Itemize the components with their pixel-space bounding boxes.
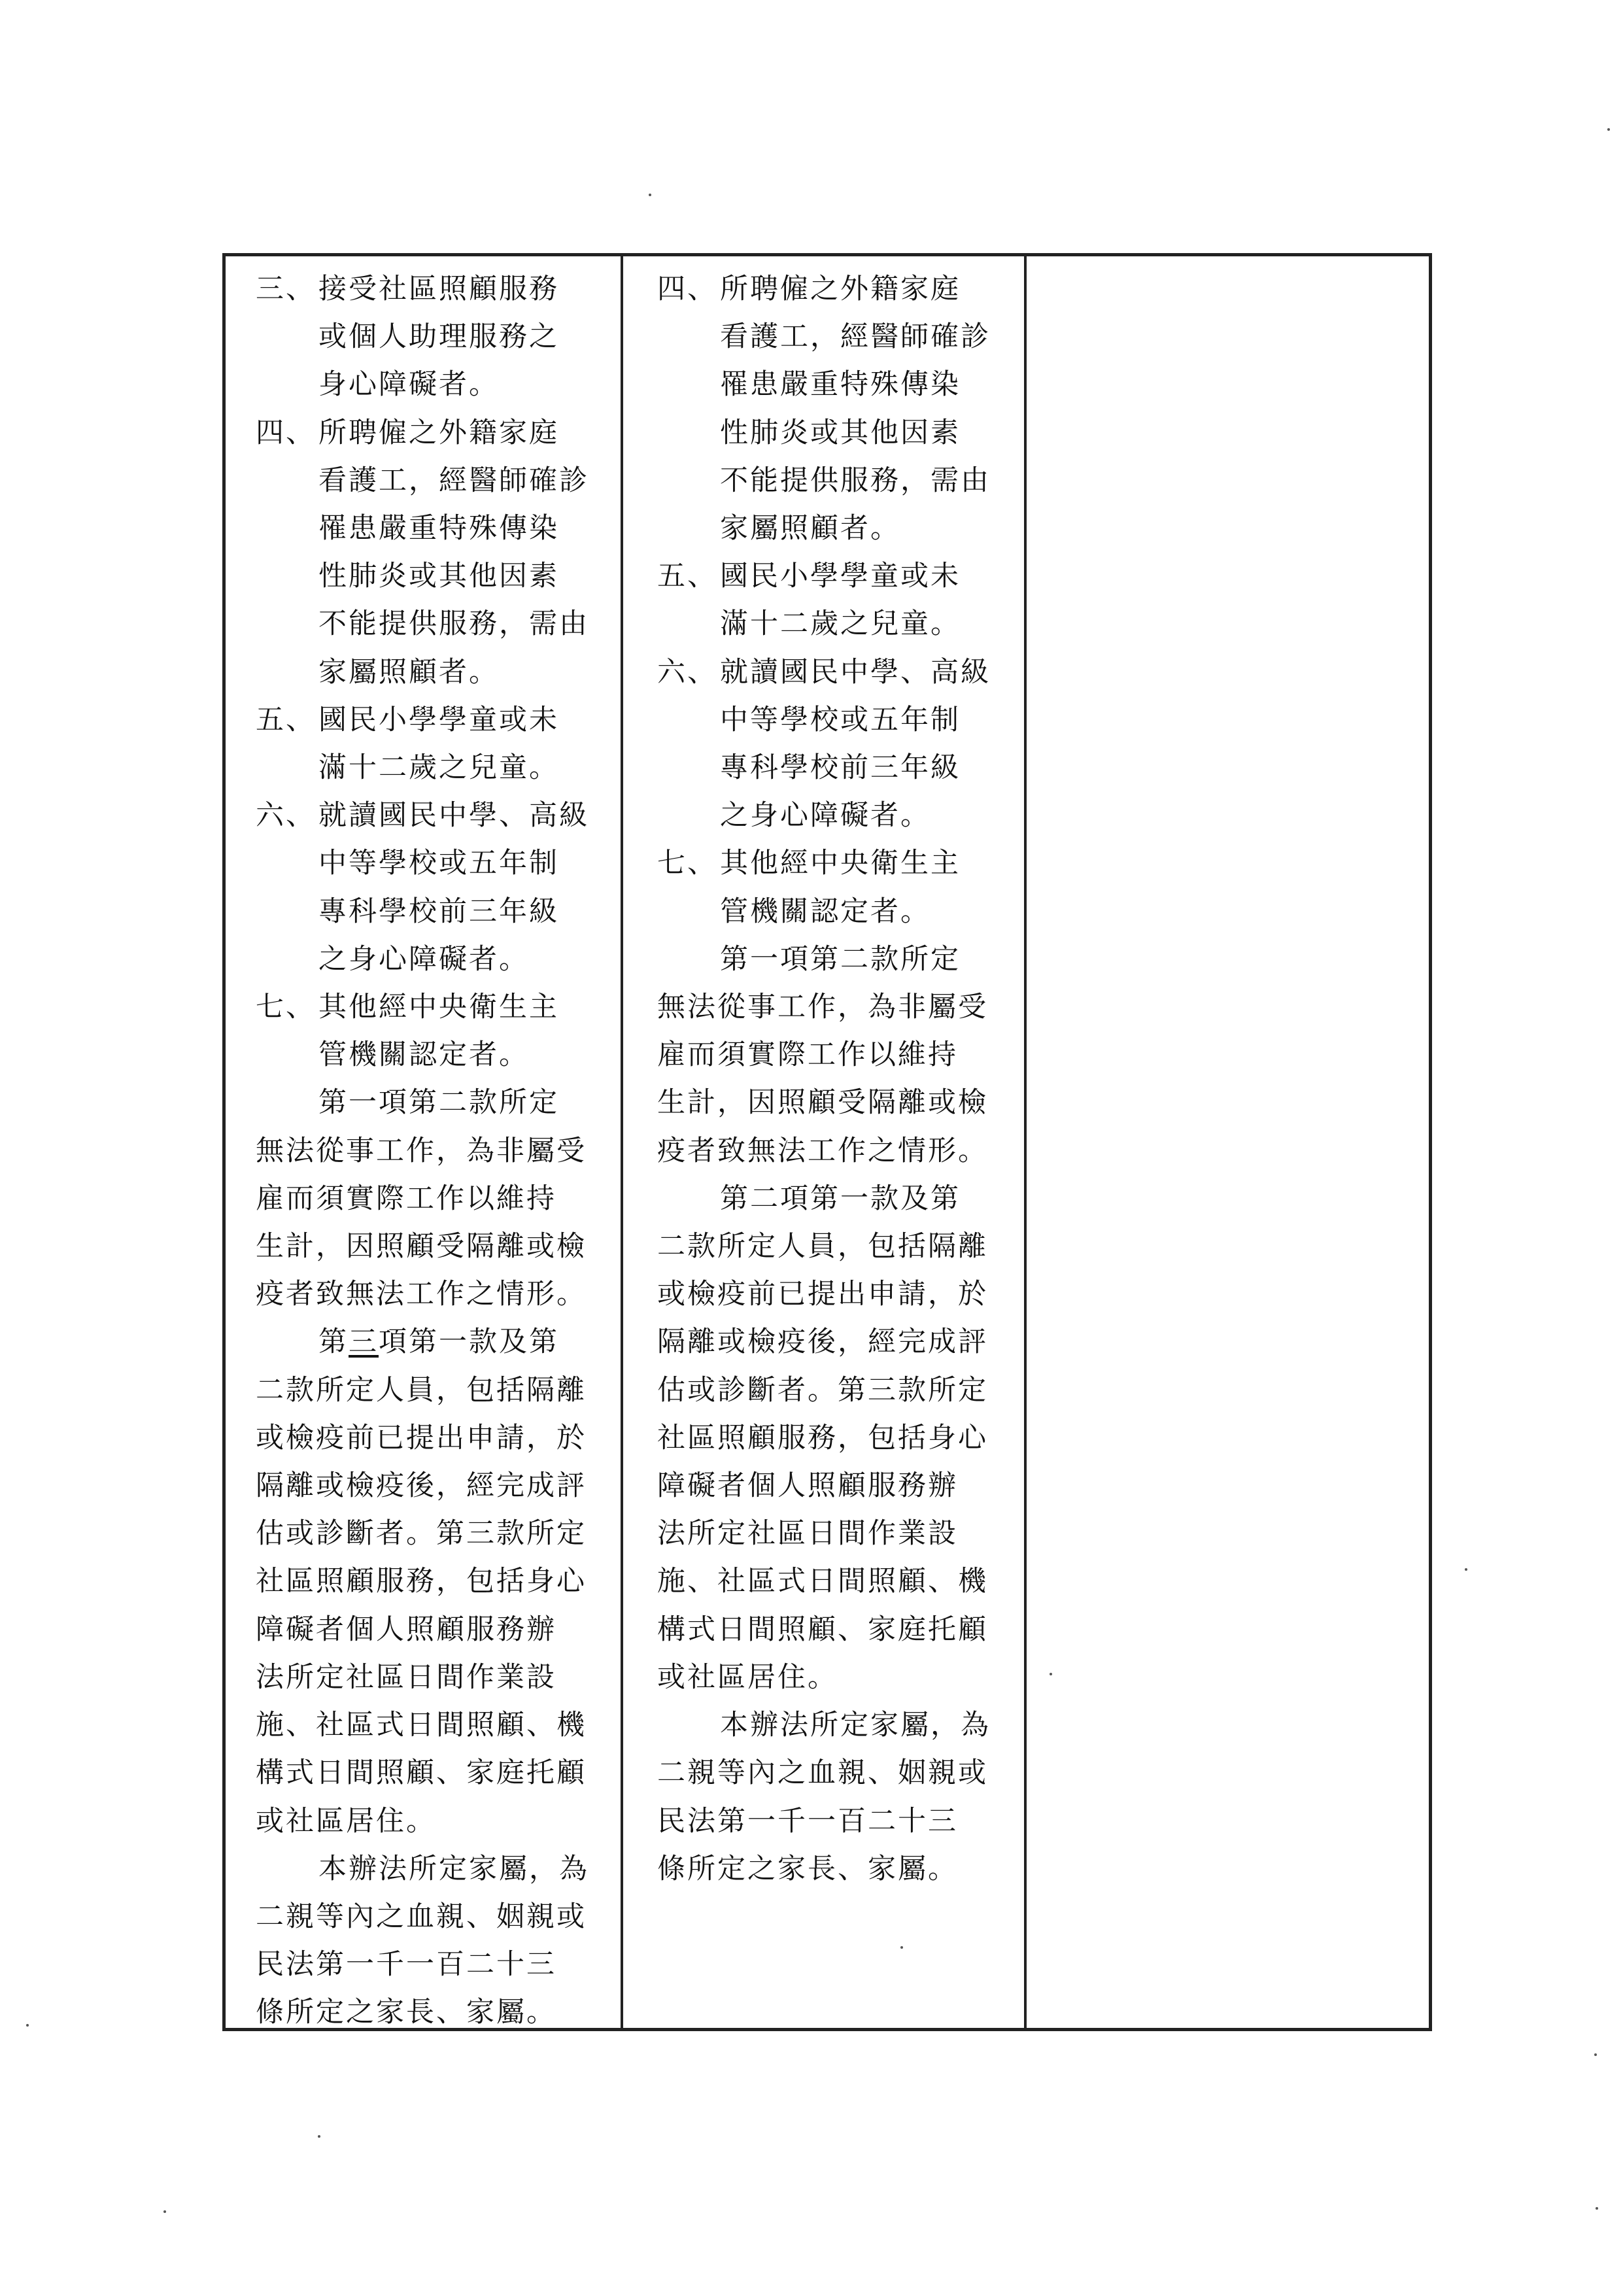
paragraph-text: 項第一款及第: [379, 1326, 559, 1359]
left-paragraph-2: [256, 1318, 610, 1845]
paragraph-line: 隔離或檢疫後，經完成評: [657, 1326, 988, 1359]
paragraph-line: 身心障礙者。: [318, 368, 499, 402]
paragraph-line: 條所定之家長、家屬。: [657, 1852, 958, 1885]
paragraph-line: 罹患嚴重特殊傳染: [318, 512, 559, 545]
middle-item-list: [657, 266, 1014, 936]
item-number: [256, 792, 318, 984]
paragraph-line: 無法從事工作，為非屬受: [256, 1134, 587, 1167]
scan-speck: [318, 2135, 320, 2138]
list-item: [657, 266, 1014, 553]
paragraph-line: 無法從事工作，為非屬受: [657, 991, 988, 1024]
list-item: [657, 840, 1014, 935]
paragraph-line: 第一項第二款所定: [318, 1086, 559, 1120]
paragraph-line: 疫者致無法工作之情形。: [256, 1278, 587, 1311]
left-item-list: [256, 266, 610, 1079]
paragraph-line: 民法第一千一百二十三: [256, 1948, 556, 1981]
paragraph-line: 不能提供服務，需由: [318, 608, 589, 641]
paragraph-line: 滿十二歲之兒童。: [720, 608, 961, 641]
paragraph-line: 家屬照顧者。: [720, 512, 900, 545]
left-paragraph-3: [256, 1845, 610, 2037]
item-body: [720, 553, 1014, 648]
paragraph-line: 第二項第一款及第: [720, 1182, 961, 1215]
paragraph-line: 就讀國民中學、高級: [318, 799, 589, 832]
paragraph-line: 所聘僱之外籍家庭: [318, 416, 559, 449]
paragraph-line: 或檢疫前已提出申請，於: [256, 1421, 587, 1454]
item-body: [318, 792, 610, 984]
item-number: [657, 649, 720, 840]
paragraph-line: 估或診斷者。第三款所定: [256, 1517, 587, 1551]
item-number-text: 四、: [657, 273, 717, 305]
paragraph-line: 或社區居住。: [657, 1660, 838, 1694]
scan-speck: [1607, 128, 1610, 131]
paragraph-text: 第: [318, 1326, 349, 1359]
item-number: [256, 266, 318, 409]
item-body: [720, 266, 1014, 553]
paragraph-line: 看護工，經醫師確診: [720, 320, 991, 354]
paragraph-line: 估或診斷者。第三款所定: [657, 1373, 988, 1407]
paragraph-line: 本辦法所定家屬，為: [720, 1709, 991, 1742]
item-number: [657, 840, 720, 935]
item-number: [256, 984, 318, 1079]
paragraph-line: 其他經中央衛生主: [318, 991, 559, 1024]
paragraph-line: 障礙者個人照顧服務辦: [256, 1613, 556, 1646]
paragraph-line: 生計，因照顧受隔離或檢: [657, 1086, 988, 1120]
paragraph-line: 之身心障礙者。: [318, 942, 529, 976]
paragraph-line: 所聘僱之外籍家庭: [720, 273, 961, 305]
item-number: [256, 409, 318, 696]
paragraph-line: 管機關認定者。: [720, 895, 931, 928]
paragraph-line: 就讀國民中學、高級: [720, 655, 991, 689]
list-item: [256, 792, 610, 984]
paragraph-line: 二親等內之血親、姻親或: [657, 1756, 988, 1790]
comparison-table: [222, 253, 1432, 2031]
paragraph-line: 罹患嚴重特殊傳染: [720, 368, 961, 402]
paragraph-line: 性肺炎或其他因素: [720, 416, 961, 449]
paragraph-line: 法所定社區日間作業設: [256, 1660, 556, 1694]
paragraph-line: 施、社區式日間照顧、機: [657, 1565, 988, 1598]
scan-speck: [163, 2210, 166, 2213]
paragraph-line: 其他經中央衛生主: [720, 847, 961, 880]
left-paragraph-1: [256, 1079, 610, 1318]
paragraph-line: 隔離或檢疫後，經完成評: [256, 1469, 587, 1503]
item-body: [318, 266, 610, 409]
middle-column: [623, 256, 1027, 2028]
list-item: [256, 409, 610, 696]
middle-paragraph-2: [657, 1175, 1014, 1702]
paragraph-line: 雇而須實際工作以維持: [657, 1038, 958, 1072]
list-item: [657, 649, 1014, 840]
item-number-text: 五、: [256, 703, 316, 736]
paragraph-line: 社區照顧服務，包括身心: [657, 1421, 988, 1454]
right-column: [1027, 256, 1429, 2028]
paragraph-line: 或檢疫前已提出申請，於: [657, 1278, 988, 1311]
list-item: [256, 984, 610, 1079]
paragraph-line: 之身心障礙者。: [720, 799, 931, 832]
item-number-text: 七、: [657, 847, 717, 880]
item-body: [318, 696, 610, 792]
paragraph-line: 家屬照顧者。: [318, 655, 499, 689]
item-number-text: 七、: [256, 991, 316, 1024]
item-body: [720, 840, 1014, 935]
paragraph-lines: [256, 1367, 610, 1845]
paragraph-line: 專科學校前三年級: [318, 895, 559, 928]
scan-speck: [1594, 2053, 1597, 2056]
paragraph-line: 中等學校或五年制: [720, 703, 961, 736]
list-item: [256, 266, 610, 409]
item-number-text: 五、: [657, 560, 717, 593]
paragraph-line: 雇而須實際工作以維持: [256, 1182, 556, 1215]
paragraph-line: 或社區居住。: [256, 1804, 436, 1838]
paragraph-line: 施、社區式日間照顧、機: [256, 1709, 587, 1742]
item-number-text: 四、: [256, 416, 316, 449]
middle-paragraph-3: [657, 1702, 1014, 1893]
paragraph-line: 接受社區照顧服務: [318, 273, 559, 305]
paragraph-line: 條所定之家長、家屬。: [256, 1996, 556, 2029]
paragraph-line: 二款所定人員，包括隔離: [657, 1230, 988, 1263]
scan-speck: [1596, 2207, 1598, 2210]
paragraph-line: 管機關認定者。: [318, 1038, 529, 1072]
middle-paragraph-1: [657, 936, 1014, 1175]
paragraph-line: 中等學校或五年制: [318, 847, 559, 880]
paragraph-line: 民法第一千一百二十三: [657, 1804, 958, 1838]
paragraph-line: 構式日間照顧、家庭托顧: [256, 1756, 587, 1790]
item-body: [318, 984, 610, 1079]
paragraph-line: 不能提供服務，需由: [720, 464, 991, 497]
item-body: [318, 409, 610, 696]
item-number-text: 六、: [657, 655, 717, 689]
scan-speck: [1465, 1568, 1467, 1571]
item-number-text: 六、: [256, 799, 316, 832]
paragraph-line: 專科學校前三年級: [720, 751, 961, 785]
paragraph-line: 社區照顧服務，包括身心: [256, 1565, 587, 1598]
paragraph-line: 滿十二歲之兒童。: [318, 751, 559, 785]
item-number: [657, 553, 720, 648]
paragraph-line: 國民小學學童或未: [318, 703, 559, 736]
paragraph-line: 性肺炎或其他因素: [318, 560, 559, 593]
paragraph-line: 或個人助理服務之: [318, 320, 559, 354]
paragraph-line: 國民小學學童或未: [720, 560, 961, 593]
list-item: [256, 696, 610, 792]
scan-speck: [649, 194, 651, 196]
paragraph-line: [256, 1318, 610, 1366]
item-number: [657, 266, 720, 553]
paragraph-line: 二款所定人員，包括隔離: [256, 1373, 587, 1407]
paragraph-line: 構式日間照顧、家庭托顧: [657, 1613, 988, 1646]
paragraph-line: 看護工，經醫師確診: [318, 464, 589, 497]
paragraph-line: 第一項第二款所定: [720, 942, 961, 976]
paragraph-line: 二親等內之血親、姻親或: [256, 1900, 587, 1933]
item-number-text: 三、: [256, 273, 316, 305]
list-item: [657, 553, 1014, 648]
paragraph-line: 生計，因照顧受隔離或檢: [256, 1230, 587, 1263]
left-column: [226, 256, 623, 2028]
item-number: [256, 696, 318, 792]
paragraph-line: 障礙者個人照顧服務辦: [657, 1469, 958, 1503]
underlined-text: 三: [349, 1326, 379, 1359]
paragraph-line: 法所定社區日間作業設: [657, 1517, 958, 1551]
paragraph-line: 疫者致無法工作之情形。: [657, 1134, 988, 1167]
item-body: [720, 649, 1014, 840]
paragraph-line: 本辦法所定家屬，為: [318, 1852, 589, 1885]
scan-speck: [26, 2024, 29, 2027]
